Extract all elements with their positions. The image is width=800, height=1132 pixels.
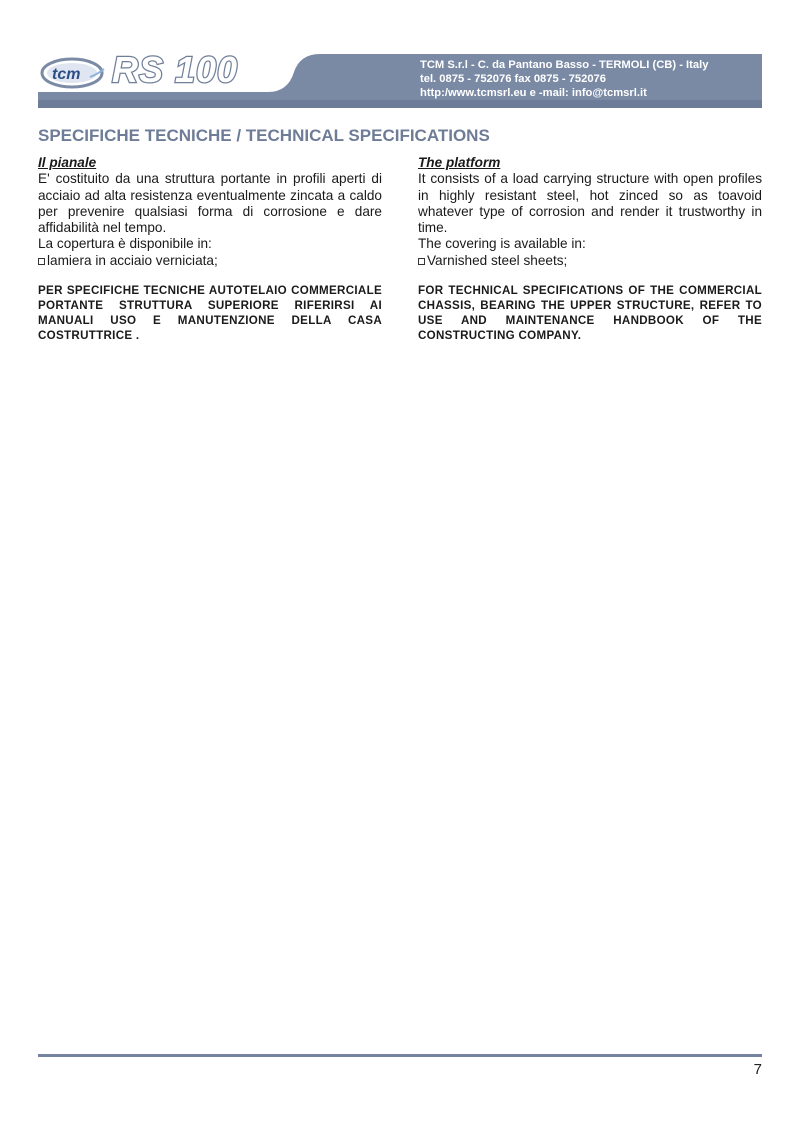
covering-item bbox=[38, 253, 382, 269]
contact-web: http:/www.tcmsrl.eu e -mail: info@tcmsrl.it bbox=[420, 87, 647, 99]
column-heading: Il pianale bbox=[38, 155, 97, 170]
page-header bbox=[38, 48, 762, 108]
covering-label: La copertura è disponibile in: bbox=[38, 236, 212, 252]
italian-column bbox=[38, 155, 382, 343]
footer-divider bbox=[38, 1054, 762, 1057]
tcm-logo-text: tcm bbox=[52, 66, 81, 83]
checkbox-bullet-icon bbox=[38, 258, 45, 265]
checkbox-bullet-icon bbox=[418, 258, 425, 265]
covering-item-text: Varnished steel sheets; bbox=[427, 252, 568, 268]
covering-item-text: lamiera in acciaio verniciata; bbox=[47, 252, 218, 268]
section-title: SPECIFICHE TECNICHE / TECHNICAL SPECIFICATIONS bbox=[38, 126, 490, 145]
contact-block bbox=[420, 58, 708, 100]
column-paragraph: It consists of a load carrying structure with open profiles in highly resistant steel, hot zinced so as toavoid whatever type of corrosion and render it trustworthy in time. bbox=[418, 171, 762, 236]
covering-item bbox=[418, 253, 762, 269]
english-column bbox=[418, 155, 762, 343]
page-number: 7 bbox=[753, 1061, 762, 1078]
column-heading: The platform bbox=[418, 155, 501, 170]
contact-phone: tel. 0875 - 752076 fax 0875 - 752076 bbox=[420, 73, 606, 85]
covering-label: The covering is available in: bbox=[418, 236, 586, 252]
technical-note: FOR TECHNICAL SPECIFICATIONS OF THE COMMERCIAL CHASSIS, BEARING THE UPPER STRUCTURE, REFER TO USE AND MAINTENANCE HANDBOOK OF THE CONSTRUCTING COMPANY. bbox=[418, 284, 762, 343]
column-paragraph: E' costituito da una struttura portante in profili aperti di acciaio ad alta resistenza eventualmente zincata a caldo per prevenire qualsiasi forma di corrosione e dare affidabilità nel tempo. bbox=[38, 171, 382, 236]
model-logo: RS 100 bbox=[112, 49, 239, 90]
contact-address: TCM S.r.l - C. da Pantano Basso - TERMOLI (CB) - Italy bbox=[420, 59, 709, 71]
tcm-logo bbox=[40, 56, 108, 90]
technical-note: PER SPECIFICHE TECNICHE AUTOTELAIO COMMERCIALE PORTANTE STRUTTURA SUPERIORE RIFERIRSI AI MANUALI USO E MANUTENZIONE DELLA CASA COSTRUTTRICE . bbox=[38, 284, 382, 343]
